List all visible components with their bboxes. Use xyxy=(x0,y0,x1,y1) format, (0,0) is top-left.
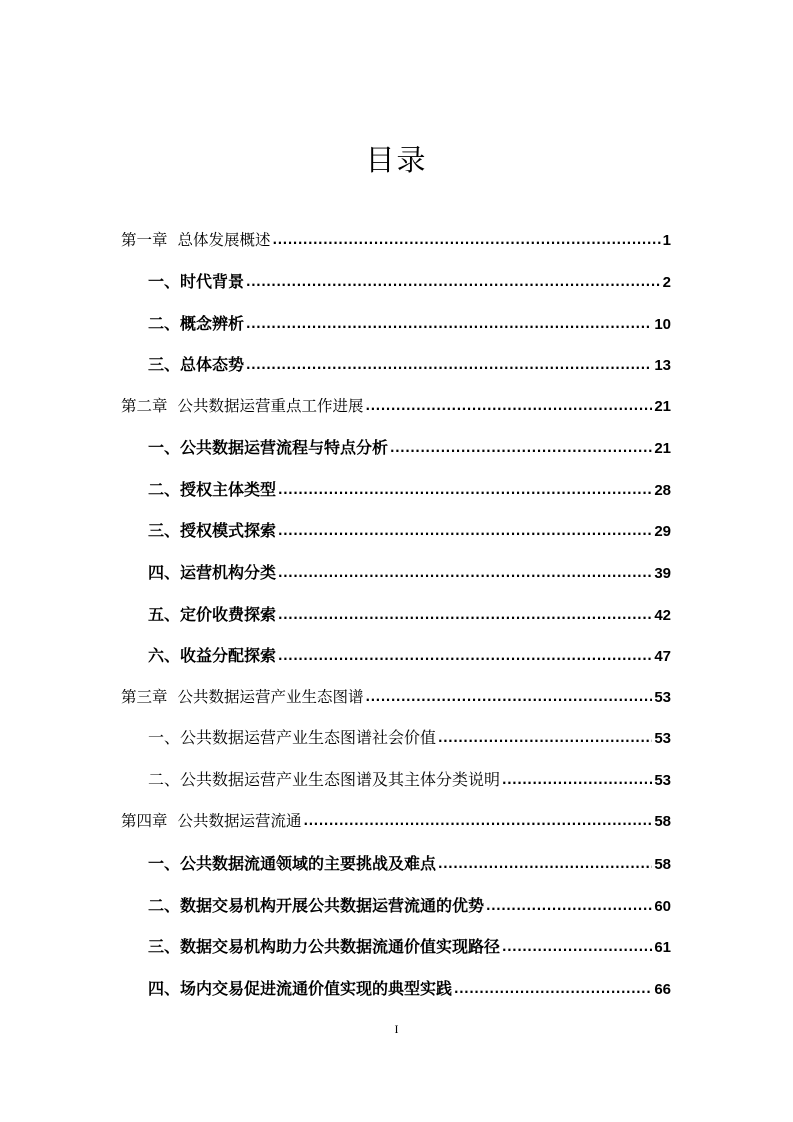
toc-entry-page: 29 xyxy=(654,523,671,540)
toc-entry-page: 66 xyxy=(654,981,671,998)
toc-entry-label: 公共数据运营流通 xyxy=(177,812,302,830)
page-title: 目录 xyxy=(365,143,428,177)
toc-entry-label: 三、总体态势 xyxy=(148,355,245,374)
toc-chapter-number: 第一章 xyxy=(121,231,168,249)
toc-section[interactable] xyxy=(148,270,671,294)
toc-chapter-3[interactable] xyxy=(121,685,671,709)
toc-entry-label: 一、公共数据运营产业生态图谱社会价值 xyxy=(148,728,437,747)
toc-section[interactable] xyxy=(148,644,671,668)
toc-leader-dots xyxy=(273,228,661,252)
toc-entry-page: 58 xyxy=(654,856,671,873)
toc-entry-label: 五、定价收费探索 xyxy=(148,605,277,624)
toc-entry-page: 60 xyxy=(654,898,671,915)
toc-entry-page: 13 xyxy=(654,357,671,374)
toc-section[interactable] xyxy=(148,603,671,627)
toc-chapter-number: 第三章 xyxy=(121,688,168,706)
toc-section[interactable] xyxy=(148,436,671,460)
toc-entry-label: 一、公共数据流通领域的主要挑战及难点 xyxy=(148,854,437,873)
toc-leader-dots xyxy=(246,270,661,294)
toc-entry-page: 61 xyxy=(654,939,671,956)
toc-chapter-4[interactable] xyxy=(121,809,671,833)
toc-entry-label: 四、场内交易促进流通价值实现的典型实践 xyxy=(148,979,453,998)
page-number: I xyxy=(394,1022,399,1036)
toc-entry-label: 公共数据运营重点工作进展 xyxy=(177,397,364,415)
toc-leader-dots xyxy=(502,935,652,959)
toc-leader-dots xyxy=(438,852,652,876)
toc-leader-dots xyxy=(246,312,652,336)
toc-leader-dots xyxy=(390,436,652,460)
toc-entry-page: 21 xyxy=(654,440,671,457)
toc-entry-label: 二、概念辨析 xyxy=(148,314,245,333)
toc-entry-label: 三、授权模式探索 xyxy=(148,521,277,540)
toc-leader-dots xyxy=(366,394,653,418)
toc-leader-dots xyxy=(486,894,652,918)
toc-entry-label: 一、公共数据运营流程与特点分析 xyxy=(148,438,389,457)
toc-entry-page: 53 xyxy=(654,772,671,789)
toc-entry-page: 53 xyxy=(654,730,671,747)
toc-entry-page: 28 xyxy=(654,482,671,499)
toc-leader-dots xyxy=(304,809,653,833)
toc-section[interactable] xyxy=(148,312,671,336)
toc-entry-label: 二、授权主体类型 xyxy=(148,480,277,499)
toc-leader-dots xyxy=(438,726,652,750)
toc-leader-dots xyxy=(246,353,652,377)
toc-entry-page: 39 xyxy=(654,565,671,582)
toc-leader-dots xyxy=(278,603,652,627)
toc-entry-label: 四、运营机构分类 xyxy=(148,563,277,582)
toc-section[interactable] xyxy=(148,768,671,792)
toc-section[interactable] xyxy=(148,353,671,377)
toc-section[interactable] xyxy=(148,726,671,750)
toc-section[interactable] xyxy=(148,894,671,918)
toc-entry-label: 二、数据交易机构开展公共数据运营流通的优势 xyxy=(148,896,485,915)
toc-section[interactable] xyxy=(148,935,671,959)
toc-section[interactable] xyxy=(148,852,671,876)
toc-entry-page: 58 xyxy=(654,813,671,830)
toc-leader-dots xyxy=(278,644,652,668)
toc-chapter-1[interactable] xyxy=(121,228,671,252)
toc-entry-page: 10 xyxy=(654,316,671,333)
toc-chapter-number: 第二章 xyxy=(121,397,168,415)
toc-leader-dots xyxy=(454,977,652,1001)
toc-section[interactable] xyxy=(148,519,671,543)
toc-entry-page: 47 xyxy=(654,648,671,665)
toc-chapter-2[interactable] xyxy=(121,394,671,418)
toc-entry-page: 53 xyxy=(654,689,671,706)
toc-leader-dots xyxy=(278,561,652,585)
toc-leader-dots xyxy=(278,478,652,502)
toc-chapter-number: 第四章 xyxy=(121,812,168,830)
toc-entry-page: 21 xyxy=(654,398,671,415)
toc-leader-dots xyxy=(366,685,653,709)
toc-entry-page: 2 xyxy=(662,274,671,291)
toc-entry-label: 二、公共数据运营产业生态图谱及其主体分类说明 xyxy=(148,770,501,789)
toc-entry-page: 42 xyxy=(654,607,671,624)
toc-entry-label: 总体发展概述 xyxy=(177,231,271,249)
toc-entry-label: 六、收益分配探索 xyxy=(148,646,277,665)
toc-entry-label: 一、时代背景 xyxy=(148,272,245,291)
toc-entry-label: 公共数据运营产业生态图谱 xyxy=(177,688,364,706)
toc-section[interactable] xyxy=(148,561,671,585)
toc-entry-page: 1 xyxy=(662,232,671,249)
toc-entry-label: 三、数据交易机构助力公共数据流通价值实现路径 xyxy=(148,937,501,956)
toc-leader-dots xyxy=(278,519,652,543)
toc-leader-dots xyxy=(502,768,652,792)
toc-section[interactable] xyxy=(148,478,671,502)
toc-section[interactable] xyxy=(148,977,671,1001)
